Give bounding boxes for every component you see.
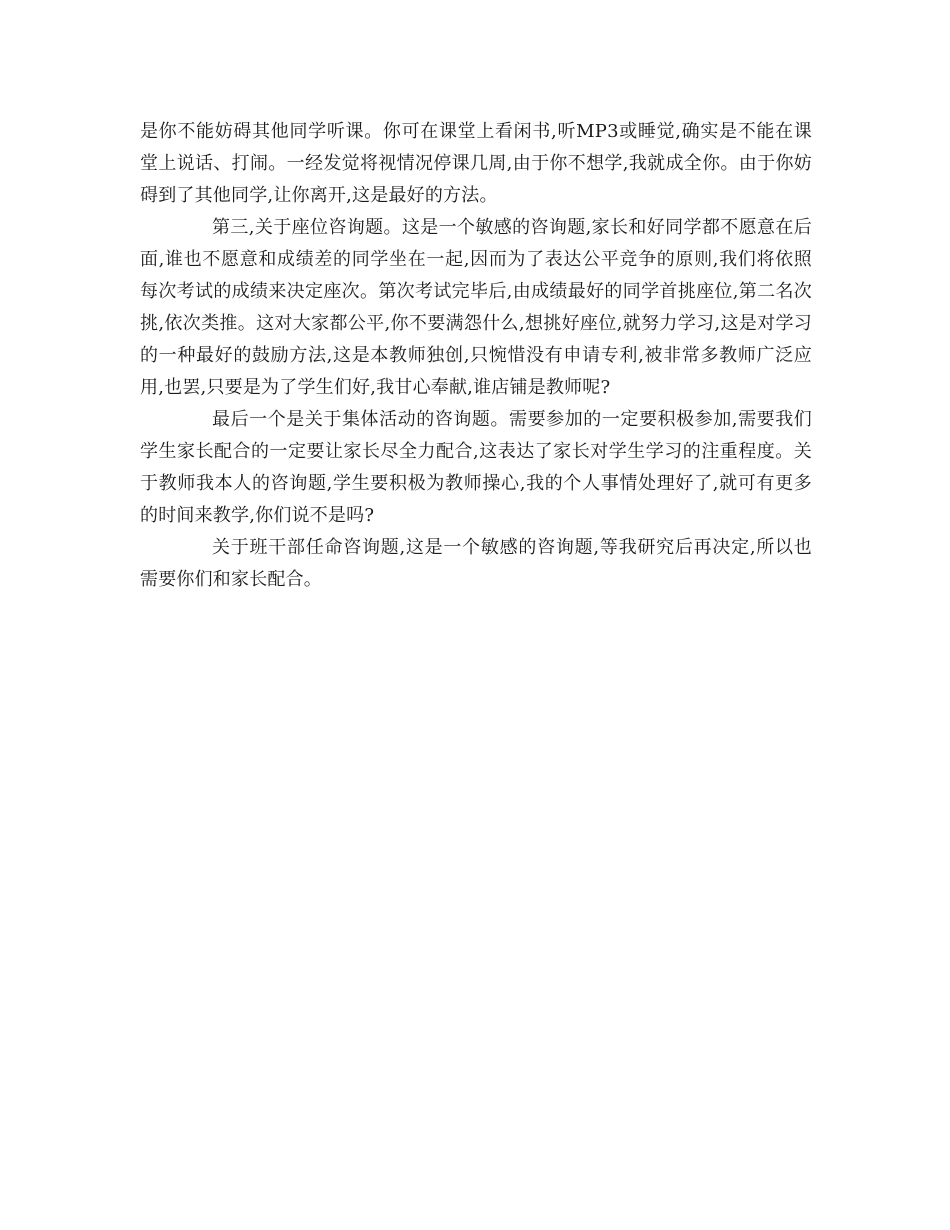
paragraph-class-officers: 关于班干部任命咨询题,这是一个敏感的咨询题,等我研究后再决定,所以也需要你们和家长配合。 bbox=[140, 537, 812, 590]
paragraph-seating: 第三,关于座位咨询题。这是一个敏感的咨询题,家长和好同学都不愿意在后面,谁也不愿意和成绩差的同学坐在一起,因而为了表达公平竞争的原则,我们将依照每次考试的成绩来决定座次。第次考试完毕后,由成绩最好的同学首挑座位,第二名次挑,依次类推。这对大家都公平,你不要满怨什么,想挑好座位,就努力学习,这是对学习的一种最好的鼓励方法,这是本教师独创,只惋惜没有申请专利,被非常多教师广泛应用,也罢,只要是为了学生们好,我甘心奉献,谁店铺是教师呢? bbox=[140, 217, 812, 398]
paragraph-continuation: 是你不能妨碍其他同学听课。你可在课堂上看闲书,听MP3或睡觉,确实是不能在课堂上说话、打闹。一经发觉将视情况停课几周,由于你不想学,我就成全你。由于你妨碍到了其他同学,让你离开,这是最好的方法。 bbox=[140, 121, 812, 206]
document-body bbox=[140, 116, 812, 596]
paragraph-group-activities: 最后一个是关于集体活动的咨询题。需要参加的一定要积极参加,需要我们学生家长配合的一定要让家长尽全力配合,这表达了家长对学生学习的注重程度。关于教师我本人的咨询题,学生要积极为教师操心,我的个人事情处理好了,就可有更多的时间来教学,你们说不是吗? bbox=[140, 409, 812, 526]
